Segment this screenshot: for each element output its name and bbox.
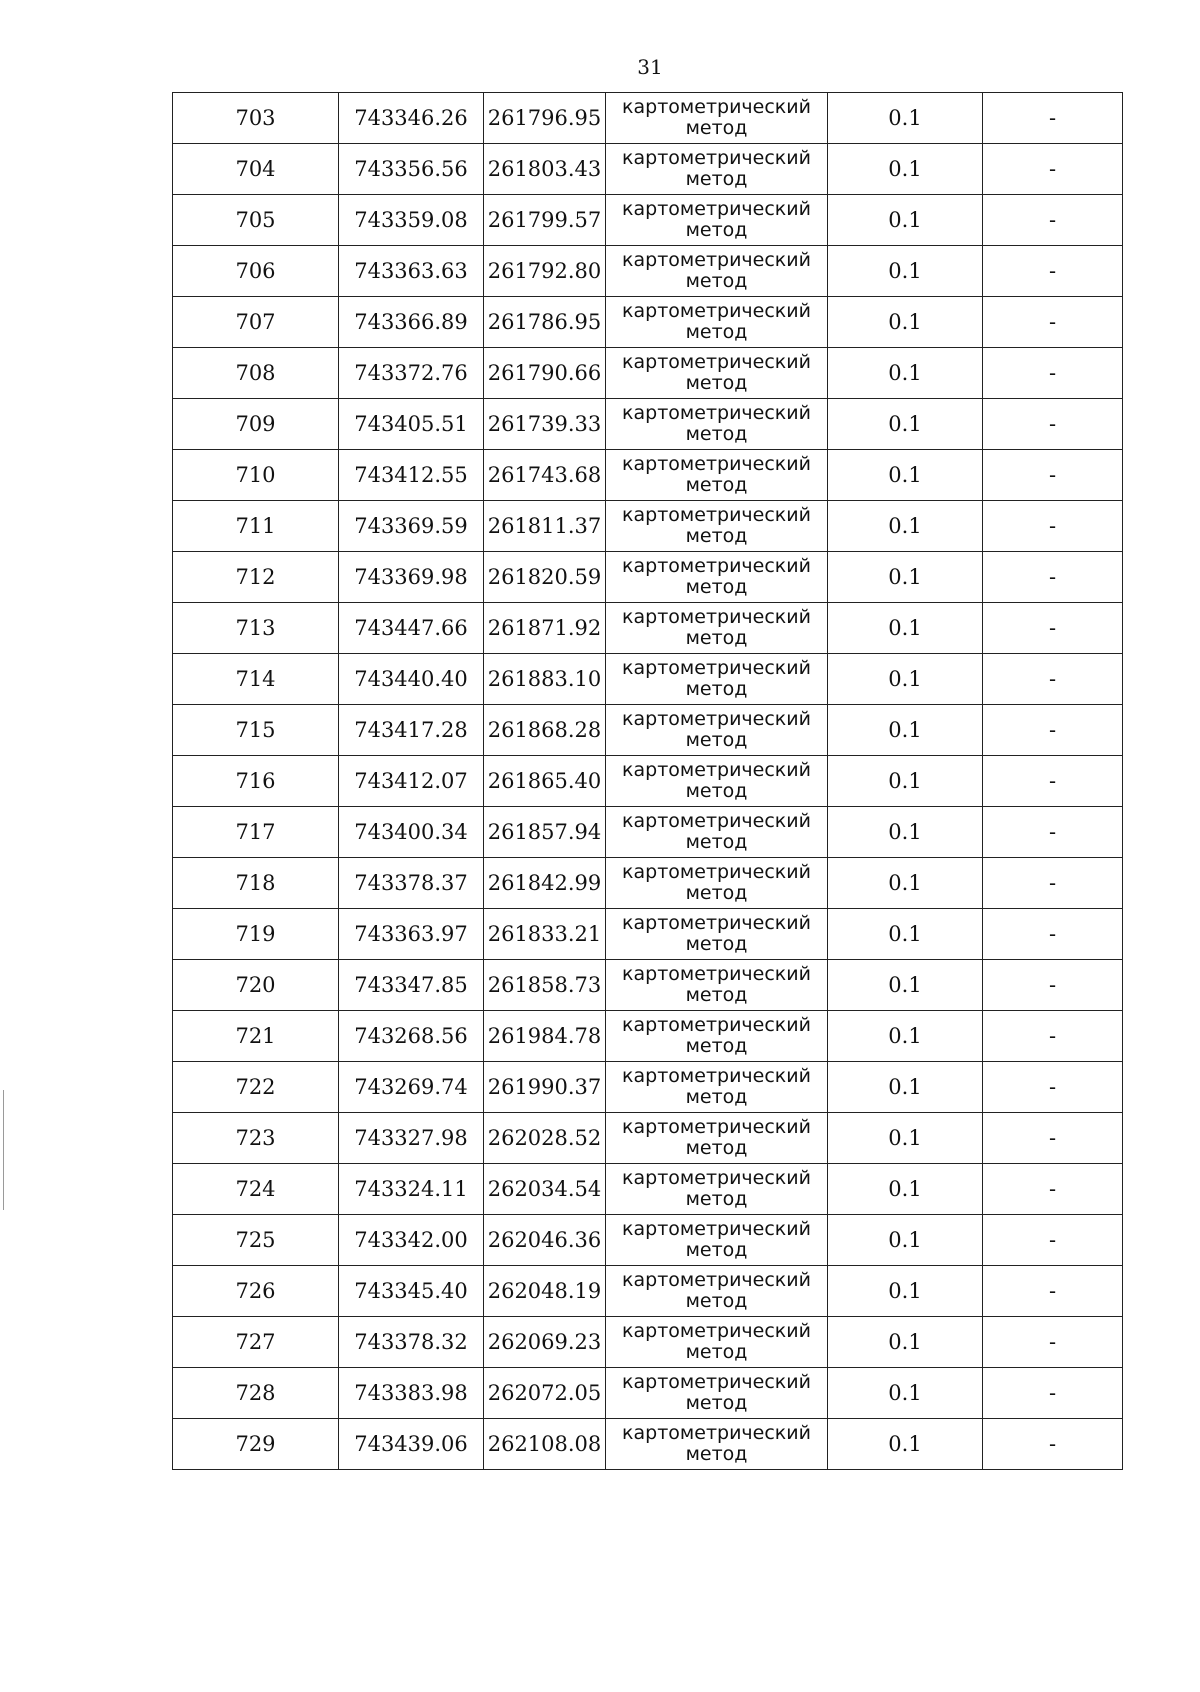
error-cell: 0.1	[828, 960, 983, 1011]
table-row	[173, 246, 1123, 297]
y-coordinate-cell: 262034.54	[484, 1164, 606, 1215]
y-coordinate-cell: 261799.57	[484, 195, 606, 246]
method-text-line: метод	[685, 984, 748, 1006]
y-coordinate-cell: 261984.78	[484, 1011, 606, 1062]
error-cell: 0.1	[828, 399, 983, 450]
note-cell: -	[983, 195, 1123, 246]
method-cell	[606, 603, 828, 654]
method-cell	[606, 195, 828, 246]
method-text-line: картометрический	[622, 810, 811, 833]
table-row	[173, 93, 1123, 144]
table-row	[173, 1113, 1123, 1164]
method-cell	[606, 246, 828, 297]
method-text-line: метод	[685, 1086, 748, 1108]
error-cell: 0.1	[828, 1266, 983, 1317]
method-cell	[606, 909, 828, 960]
x-coordinate-cell: 743439.06	[339, 1419, 484, 1470]
method-cell	[606, 348, 828, 399]
point-number-cell: 709	[173, 399, 339, 450]
x-coordinate-cell: 743440.40	[339, 654, 484, 705]
method-text-line: метод	[685, 1035, 748, 1057]
x-coordinate-cell: 743372.76	[339, 348, 484, 399]
table-row	[173, 144, 1123, 195]
point-number-cell: 722	[173, 1062, 339, 1113]
method-cell	[606, 93, 828, 144]
note-cell: -	[983, 450, 1123, 501]
note-cell: -	[983, 1317, 1123, 1368]
y-coordinate-cell: 262069.23	[484, 1317, 606, 1368]
method-text-line: картометрический	[622, 963, 811, 986]
method-text-line: метод	[685, 321, 748, 343]
point-number-cell: 718	[173, 858, 339, 909]
table-row	[173, 1419, 1123, 1470]
method-text-line: картометрический	[622, 606, 811, 629]
note-cell: -	[983, 858, 1123, 909]
method-cell	[606, 1062, 828, 1113]
note-cell: -	[983, 1419, 1123, 1470]
x-coordinate-cell: 743346.26	[339, 93, 484, 144]
note-cell: -	[983, 1062, 1123, 1113]
method-text-line: картометрический	[622, 300, 811, 323]
point-number-cell: 720	[173, 960, 339, 1011]
method-cell	[606, 1419, 828, 1470]
error-cell: 0.1	[828, 501, 983, 552]
y-coordinate-cell: 261858.73	[484, 960, 606, 1011]
method-text-line: метод	[685, 1188, 748, 1210]
method-text-line: метод	[685, 882, 748, 904]
note-cell: -	[983, 552, 1123, 603]
y-coordinate-cell: 261990.37	[484, 1062, 606, 1113]
point-number-cell: 724	[173, 1164, 339, 1215]
error-cell: 0.1	[828, 807, 983, 858]
table-row	[173, 1266, 1123, 1317]
point-number-cell: 721	[173, 1011, 339, 1062]
error-cell: 0.1	[828, 348, 983, 399]
x-coordinate-cell: 743378.32	[339, 1317, 484, 1368]
table-row	[173, 654, 1123, 705]
method-cell	[606, 1368, 828, 1419]
scan-margin-line	[3, 1090, 4, 1210]
table-row	[173, 960, 1123, 1011]
y-coordinate-cell: 262046.36	[484, 1215, 606, 1266]
method-text-line: метод	[685, 831, 748, 853]
x-coordinate-cell: 743369.98	[339, 552, 484, 603]
method-text-line: метод	[685, 270, 748, 292]
table-row	[173, 1164, 1123, 1215]
x-coordinate-cell: 743405.51	[339, 399, 484, 450]
point-number-cell: 708	[173, 348, 339, 399]
method-cell	[606, 756, 828, 807]
method-cell	[606, 1215, 828, 1266]
x-coordinate-cell: 743412.55	[339, 450, 484, 501]
method-cell	[606, 297, 828, 348]
point-number-cell: 710	[173, 450, 339, 501]
method-text-line: метод	[685, 627, 748, 649]
table-row	[173, 1011, 1123, 1062]
table-row	[173, 807, 1123, 858]
x-coordinate-cell: 743268.56	[339, 1011, 484, 1062]
point-number-cell: 719	[173, 909, 339, 960]
note-cell: -	[983, 1266, 1123, 1317]
table-row	[173, 756, 1123, 807]
x-coordinate-cell: 743366.89	[339, 297, 484, 348]
x-coordinate-cell: 743378.37	[339, 858, 484, 909]
method-cell	[606, 1164, 828, 1215]
method-cell	[606, 858, 828, 909]
x-coordinate-cell: 743447.66	[339, 603, 484, 654]
note-cell: -	[983, 1368, 1123, 1419]
error-cell: 0.1	[828, 858, 983, 909]
x-coordinate-cell: 743400.34	[339, 807, 484, 858]
x-coordinate-cell: 743359.08	[339, 195, 484, 246]
method-text-line: картометрический	[622, 351, 811, 374]
method-text-line: картометрический	[622, 453, 811, 476]
method-text-line: картометрический	[622, 1269, 811, 1292]
x-coordinate-cell: 743369.59	[339, 501, 484, 552]
x-coordinate-cell: 743345.40	[339, 1266, 484, 1317]
method-cell	[606, 552, 828, 603]
point-number-cell: 703	[173, 93, 339, 144]
note-cell: -	[983, 1164, 1123, 1215]
method-text-line: картометрический	[622, 1014, 811, 1037]
point-number-cell: 727	[173, 1317, 339, 1368]
method-text-line: метод	[685, 729, 748, 751]
x-coordinate-cell: 743383.98	[339, 1368, 484, 1419]
note-cell: -	[983, 909, 1123, 960]
y-coordinate-cell: 261865.40	[484, 756, 606, 807]
note-cell: -	[983, 144, 1123, 195]
point-number-cell: 716	[173, 756, 339, 807]
method-cell	[606, 1317, 828, 1368]
table-row	[173, 909, 1123, 960]
point-number-cell: 713	[173, 603, 339, 654]
table-row	[173, 1368, 1123, 1419]
table-row	[173, 1317, 1123, 1368]
x-coordinate-cell: 743324.11	[339, 1164, 484, 1215]
method-text-line: картометрический	[622, 1167, 811, 1190]
method-cell	[606, 807, 828, 858]
note-cell: -	[983, 807, 1123, 858]
method-text-line: метод	[685, 576, 748, 598]
y-coordinate-cell: 261871.92	[484, 603, 606, 654]
y-coordinate-cell: 262028.52	[484, 1113, 606, 1164]
note-cell: -	[983, 93, 1123, 144]
y-coordinate-cell: 261811.37	[484, 501, 606, 552]
method-text-line: метод	[685, 933, 748, 955]
page-number: 31	[637, 55, 663, 79]
method-text-line: картометрический	[622, 1320, 811, 1343]
method-text-line: метод	[685, 219, 748, 241]
method-text-line: метод	[685, 678, 748, 700]
note-cell: -	[983, 297, 1123, 348]
method-text-line: картометрический	[622, 198, 811, 221]
note-cell: -	[983, 705, 1123, 756]
y-coordinate-cell: 261820.59	[484, 552, 606, 603]
x-coordinate-cell: 743347.85	[339, 960, 484, 1011]
method-text-line: картометрический	[622, 96, 811, 119]
method-text-line: картометрический	[622, 249, 811, 272]
x-coordinate-cell: 743412.07	[339, 756, 484, 807]
method-text-line: картометрический	[622, 147, 811, 170]
method-text-line: метод	[685, 372, 748, 394]
error-cell: 0.1	[828, 552, 983, 603]
point-number-cell: 725	[173, 1215, 339, 1266]
error-cell: 0.1	[828, 297, 983, 348]
error-cell: 0.1	[828, 654, 983, 705]
note-cell: -	[983, 501, 1123, 552]
note-cell: -	[983, 348, 1123, 399]
table-row	[173, 399, 1123, 450]
point-number-cell: 726	[173, 1266, 339, 1317]
error-cell: 0.1	[828, 93, 983, 144]
table-row	[173, 552, 1123, 603]
point-number-cell: 728	[173, 1368, 339, 1419]
error-cell: 0.1	[828, 756, 983, 807]
coordinates-table	[172, 92, 1123, 1470]
table-row	[173, 1215, 1123, 1266]
point-number-cell: 704	[173, 144, 339, 195]
error-cell: 0.1	[828, 1368, 983, 1419]
table-row	[173, 705, 1123, 756]
point-number-cell: 712	[173, 552, 339, 603]
y-coordinate-cell: 261743.68	[484, 450, 606, 501]
note-cell: -	[983, 1215, 1123, 1266]
method-text-line: картометрический	[622, 657, 811, 680]
method-text-line: метод	[685, 1239, 748, 1261]
method-text-line: метод	[685, 1341, 748, 1363]
note-cell: -	[983, 1011, 1123, 1062]
error-cell: 0.1	[828, 1113, 983, 1164]
y-coordinate-cell: 261842.99	[484, 858, 606, 909]
error-cell: 0.1	[828, 246, 983, 297]
note-cell: -	[983, 603, 1123, 654]
method-text-line: метод	[685, 474, 748, 496]
note-cell: -	[983, 960, 1123, 1011]
point-number-cell: 707	[173, 297, 339, 348]
table-row	[173, 297, 1123, 348]
error-cell: 0.1	[828, 909, 983, 960]
table-row	[173, 348, 1123, 399]
x-coordinate-cell: 743327.98	[339, 1113, 484, 1164]
method-text-line: метод	[685, 423, 748, 445]
x-coordinate-cell: 743363.63	[339, 246, 484, 297]
error-cell: 0.1	[828, 1215, 983, 1266]
method-text-line: метод	[685, 117, 748, 139]
point-number-cell: 715	[173, 705, 339, 756]
x-coordinate-cell: 743269.74	[339, 1062, 484, 1113]
point-number-cell: 723	[173, 1113, 339, 1164]
x-coordinate-cell: 743417.28	[339, 705, 484, 756]
method-text-line: картометрический	[622, 708, 811, 731]
y-coordinate-cell: 262108.08	[484, 1419, 606, 1470]
method-cell	[606, 1266, 828, 1317]
error-cell: 0.1	[828, 705, 983, 756]
method-text-line: картометрический	[622, 1422, 811, 1445]
method-text-line: картометрический	[622, 555, 811, 578]
method-cell	[606, 501, 828, 552]
y-coordinate-cell: 261790.66	[484, 348, 606, 399]
y-coordinate-cell: 262048.19	[484, 1266, 606, 1317]
error-cell: 0.1	[828, 1164, 983, 1215]
method-text-line: картометрический	[622, 759, 811, 782]
y-coordinate-cell: 261857.94	[484, 807, 606, 858]
error-cell: 0.1	[828, 1011, 983, 1062]
note-cell: -	[983, 246, 1123, 297]
x-coordinate-cell: 743356.56	[339, 144, 484, 195]
error-cell: 0.1	[828, 450, 983, 501]
coordinates-table-body	[173, 93, 1123, 1470]
point-number-cell: 711	[173, 501, 339, 552]
error-cell: 0.1	[828, 195, 983, 246]
method-text-line: картометрический	[622, 1065, 811, 1088]
y-coordinate-cell: 261833.21	[484, 909, 606, 960]
table-row	[173, 603, 1123, 654]
y-coordinate-cell: 261803.43	[484, 144, 606, 195]
method-text-line: метод	[685, 780, 748, 802]
x-coordinate-cell: 743363.97	[339, 909, 484, 960]
method-text-line: метод	[685, 1392, 748, 1414]
table-row	[173, 1062, 1123, 1113]
point-number-cell: 717	[173, 807, 339, 858]
method-cell	[606, 654, 828, 705]
method-cell	[606, 960, 828, 1011]
point-number-cell: 706	[173, 246, 339, 297]
error-cell: 0.1	[828, 144, 983, 195]
method-cell	[606, 450, 828, 501]
y-coordinate-cell: 261796.95	[484, 93, 606, 144]
point-number-cell: 705	[173, 195, 339, 246]
point-number-cell: 714	[173, 654, 339, 705]
table-row	[173, 858, 1123, 909]
x-coordinate-cell: 743342.00	[339, 1215, 484, 1266]
table-row	[173, 450, 1123, 501]
table-row	[173, 501, 1123, 552]
method-cell	[606, 1113, 828, 1164]
method-cell	[606, 399, 828, 450]
method-text-line: метод	[685, 1290, 748, 1312]
y-coordinate-cell: 262072.05	[484, 1368, 606, 1419]
table-row	[173, 195, 1123, 246]
note-cell: -	[983, 399, 1123, 450]
note-cell: -	[983, 1113, 1123, 1164]
method-text-line: картометрический	[622, 1116, 811, 1139]
method-text-line: картометрический	[622, 402, 811, 425]
y-coordinate-cell: 261883.10	[484, 654, 606, 705]
method-text-line: метод	[685, 1137, 748, 1159]
note-cell: -	[983, 654, 1123, 705]
y-coordinate-cell: 261792.80	[484, 246, 606, 297]
error-cell: 0.1	[828, 1419, 983, 1470]
method-cell	[606, 1011, 828, 1062]
error-cell: 0.1	[828, 1317, 983, 1368]
method-text-line: картометрический	[622, 1218, 811, 1241]
method-cell	[606, 705, 828, 756]
error-cell: 0.1	[828, 1062, 983, 1113]
method-text-line: метод	[685, 525, 748, 547]
method-text-line: метод	[685, 168, 748, 190]
method-cell	[606, 144, 828, 195]
y-coordinate-cell: 261868.28	[484, 705, 606, 756]
method-text-line: картометрический	[622, 1371, 811, 1394]
method-text-line: картометрический	[622, 504, 811, 527]
y-coordinate-cell: 261786.95	[484, 297, 606, 348]
point-number-cell: 729	[173, 1419, 339, 1470]
y-coordinate-cell: 261739.33	[484, 399, 606, 450]
error-cell: 0.1	[828, 603, 983, 654]
method-text-line: картометрический	[622, 861, 811, 884]
method-text-line: картометрический	[622, 912, 811, 935]
method-text-line: метод	[685, 1443, 748, 1465]
note-cell: -	[983, 756, 1123, 807]
